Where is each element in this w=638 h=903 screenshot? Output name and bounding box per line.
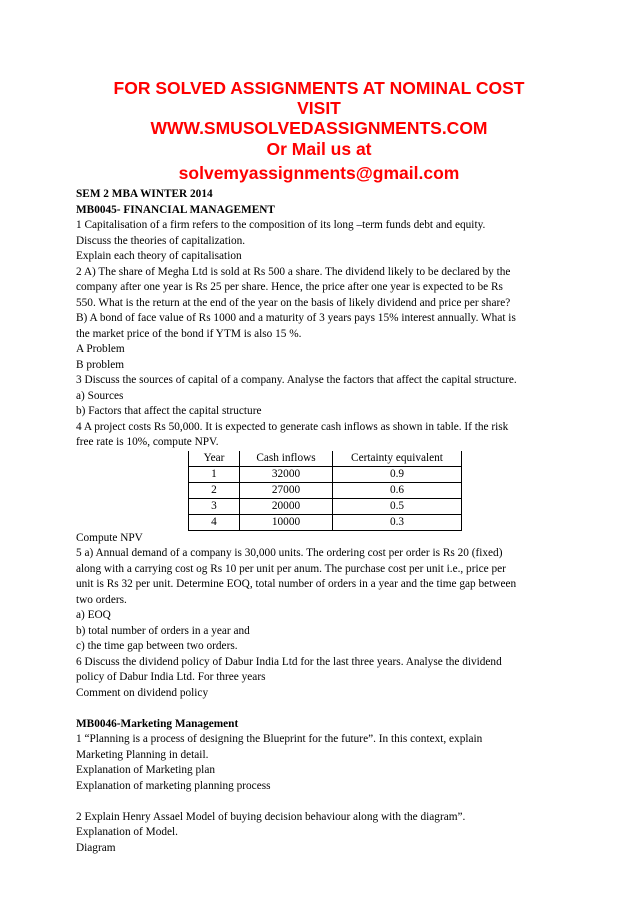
question-5-line: b) total number of orders in a year and [76,624,250,637]
table-row [189,498,462,514]
marketing-question-2-line: 2 Explain Henry Assael Model of buying decision behaviour along with the diagram”. [76,810,466,823]
table-header-cell: Certainty equivalent [333,451,462,467]
question-2b-line: B) A bond of face value of Rs 1000 and a maturity of 3 years pays 15% interest annually. What is [76,312,516,324]
table-cell: 3 [189,498,240,514]
marketing-question-1-line: Explanation of Marketing plan [76,764,215,776]
table-cell: 2 [189,482,240,498]
table-header-row [189,451,462,467]
semester-heading: SEM 2 MBA WINTER 2014 [76,188,213,200]
table-cell: 4 [189,514,240,530]
table-cell: 0.3 [333,514,462,530]
question-3-line: a) Sources [76,389,124,402]
cash-inflows-table [188,451,462,531]
course-heading-mb0046: MB0046-Marketing Management [76,717,239,730]
question-5-line: along with a carrying cost og Rs 10 per unit per anum. The purchase cost per unit i.e., price per [76,562,506,575]
question-1-line: 1 Capitalisation of a firm refers to the composition of its long –term funds debt and equity. [76,219,486,231]
question-1-line: Discuss the theories of capitalization. [76,234,246,247]
table-header-cell: Cash inflows [240,451,333,467]
promo-line-1: FOR SOLVED ASSIGNMENTS AT NOMINAL COST [113,78,525,98]
question-2b-line: the market price of the bond if YTM is also 15 %. [76,327,302,340]
question-1-line: Explain each theory of capitalisation [76,250,242,262]
question-2a-line: company after one year is Rs 25 per share. Hence, the price after one year is expected to be Rs [76,281,503,293]
marketing-question-1-line: Explanation of marketing planning process [76,779,271,792]
table-cell: 32000 [240,466,333,482]
promo-line-4: Or Mail us at [266,139,372,159]
question-5-line: a) EOQ [76,609,111,621]
question-2b-line: A Problem [76,343,125,355]
question-4-line: 4 A project costs Rs 50,000. It is expected to generate cash inflows as shown in table. If the risk [76,420,509,433]
question-6-line: 6 Discuss the dividend policy of Dabur India Ltd for the last three years. Analyse the dividend [76,655,502,668]
marketing-question-2-line: Explanation of Model. [76,826,178,838]
question-5-line: unit is Rs 32 per unit. Determine EOQ, total number of orders in a year and the time gap between [76,578,517,590]
promo-header [60,78,578,184]
promo-email: solvemyassignments@gmail.com [178,163,460,183]
question-4-line: free rate is 10%, compute NPV. [76,436,219,448]
table-row [189,514,462,530]
marketing-question-1-line: 1 “Planning is a process of designing the Blueprint for the future”. In this context, explain [76,733,483,745]
question-6-line: policy of Dabur India Ltd. For three years [76,671,266,683]
question-5-line: c) the time gap between two orders. [76,640,238,652]
document-body [76,187,562,856]
question-2a-line: 550. What is the return at the end of the year on the basis of likely dividend and price per share? [76,296,511,309]
promo-website: WWW.SMUSOLVEDASSIGNMENTS.COM [150,118,488,138]
question-5-line: two orders. [76,593,127,606]
question-4-after-line: Compute NPV [76,531,143,544]
spacer [76,794,562,810]
question-2a-line: 2 A) The share of Megha Ltd is sold at Rs 500 a share. The dividend likely to be declared by the [76,265,511,278]
table-cell: 1 [189,466,240,482]
table-row [189,482,462,498]
table-cell: 27000 [240,482,333,498]
question-5-line: 5 a) Annual demand of a company is 30,000 units. The ordering cost per order is Rs 20 (fixed) [76,547,503,559]
promo-line-2: VISIT [297,98,341,118]
table-cell: 10000 [240,514,333,530]
question-2b-line: B problem [76,358,125,371]
table-cell: 0.9 [333,466,462,482]
table-cell: 20000 [240,498,333,514]
question-3-line: 3 Discuss the sources of capital of a company. Analyse the factors that affect the capital structure. [76,374,517,386]
table-cell: 0.5 [333,498,462,514]
marketing-question-1-line: Marketing Planning in detail. [76,748,209,761]
table-cell: 0.6 [333,482,462,498]
question-3-line: b) Factors that affect the capital structure [76,405,262,417]
table-row [189,466,462,482]
marketing-question-2-line: Diagram [76,841,116,854]
question-6-line: Comment on dividend policy [76,686,209,699]
table-header-cell: Year [189,451,240,467]
spacer [76,701,562,717]
course-heading-mb0045: MB0045- FINANCIAL MANAGEMENT [76,203,275,216]
